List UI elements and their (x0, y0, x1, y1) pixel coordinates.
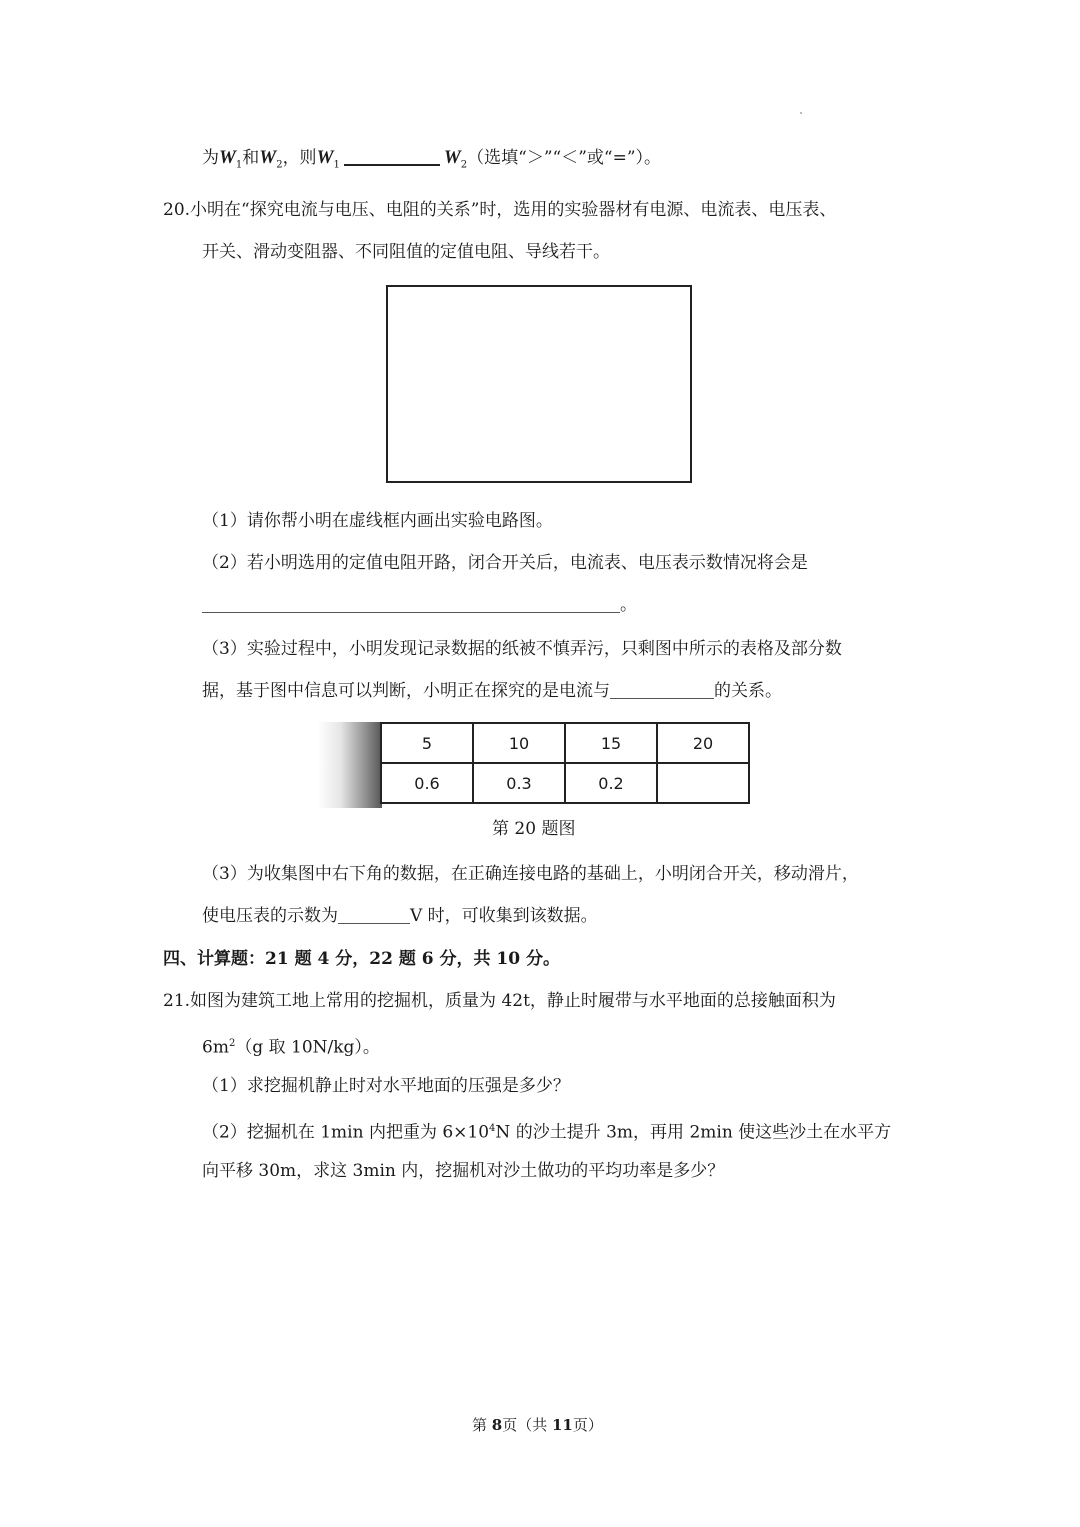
table-cell: 15 (565, 723, 657, 763)
table-cell: 0.2 (565, 763, 657, 803)
q21-sub2-text-b: N 的沙土提升 3m，再用 2min 使这些沙土在水平方 (495, 1122, 892, 1143)
answer-blank[interactable] (344, 146, 440, 166)
w-subscript: 2 (460, 159, 468, 171)
table-cell: 5 (381, 723, 473, 763)
q20-stem-line1: 20.小明在“探究电流与电压、电阻的关系”时，选用的实验器材有电源、电流表、电压表、 (163, 200, 837, 220)
q20-stem-line2: 开关、滑动变阻器、不同阻值的定值电阻、导线若干。 (202, 242, 610, 262)
table-cell: 20 (657, 723, 749, 763)
q21-sub2-line1 (202, 1116, 891, 1146)
w-subscript: 1 (333, 159, 340, 171)
q20-sub3-text-a: 据，基于图中信息可以判断，小明正在探究的是电流与 (202, 681, 610, 701)
smudged-paper-edge (318, 722, 382, 808)
answer-blank[interactable] (338, 907, 410, 924)
q19-tail-line (202, 145, 661, 178)
q21-sub2-line2: 向平移 30m，求这 3min 内，挖掘机对沙土做功的平均功率是多少？ (202, 1161, 725, 1181)
footer-text: 第 (472, 1416, 492, 1434)
gravity-note: （g 取 10N/kg）。 (235, 1037, 380, 1058)
data-table (380, 722, 750, 804)
q19-prefix: 为 (202, 148, 219, 168)
q21-stem-line2 (202, 1031, 380, 1061)
area-value: 6m (202, 1037, 229, 1058)
q19-and: 和 (242, 148, 260, 168)
circuit-diagram-box[interactable] (386, 285, 692, 483)
table-cell: 0.3 (473, 763, 565, 803)
superscript: 4 (489, 1123, 496, 1134)
q20-sub3-line2 (202, 678, 782, 704)
page-footer (472, 1412, 603, 1438)
q21-sub1: （1）求挖掘机静止时对水平地面的压强是多少？ (202, 1076, 570, 1096)
superscript: 2 (228, 1038, 236, 1049)
table-cell: 10 (473, 723, 565, 763)
w-symbol: W (443, 147, 461, 168)
total-pages: 11 (552, 1416, 573, 1434)
q20-sub1: （1）请你帮小明在虚线框内画出实验电路图。 (202, 511, 553, 531)
footer-text: 页（共 (502, 1416, 552, 1434)
q21-stem-line1: 21.如图为建筑工地上常用的挖掘机，质量为 42t，静止时履带与水平地面的总接触面积为 (163, 991, 836, 1011)
q20-sub4-line1: （3）为收集图中右下角的数据，在正确连接电路的基础上，小明闭合开关，移动滑片， (202, 864, 859, 884)
q20-sub4-text-a: 使电压表的示数为 (202, 906, 338, 926)
footer-text: 页） (572, 1416, 603, 1434)
table-cell: 0.6 (381, 763, 473, 803)
w-subscript: 2 (276, 159, 283, 171)
q20-sub2-answer-line (202, 592, 637, 618)
table-row (381, 723, 749, 763)
w-symbol: W (316, 147, 334, 168)
page-number: 8 (491, 1416, 503, 1434)
figure-caption: 第 20 题图 (492, 819, 576, 839)
answer-blank[interactable] (202, 596, 620, 613)
w-symbol: W (219, 147, 236, 168)
q19-then: ，则 (282, 148, 317, 168)
q20-sub4-text-b: V 时，可收集到该数据。 (410, 906, 598, 926)
table-cell (657, 763, 749, 803)
q21-sub2-text-a: （2）挖掘机在 1min 内把重为 6×10 (202, 1122, 490, 1143)
table-row (381, 763, 749, 803)
w-symbol: W (259, 147, 277, 168)
scan-speck (800, 112, 802, 114)
q19-suffix: （选填“＞”“＜”或“=”）。 (467, 148, 662, 168)
w-subscript: 1 (235, 159, 243, 171)
q20-sub2: （2）若小明选用的定值电阻开路，闭合开关后，电流表、电压表示数情况将会是 (202, 553, 808, 573)
q20-sub3-line1: （3）实验过程中，小明发现记录数据的纸被不慎弄污，只剩图中所示的表格及部分数 (202, 639, 842, 659)
answer-blank[interactable] (610, 682, 714, 699)
section-heading: 四、计算题：21 题 4 分，22 题 6 分，共 10 分。 (163, 949, 560, 969)
q20-sub4-line2 (202, 903, 598, 929)
period: 。 (620, 595, 637, 615)
q20-sub3-text-b: 的关系。 (714, 681, 782, 701)
